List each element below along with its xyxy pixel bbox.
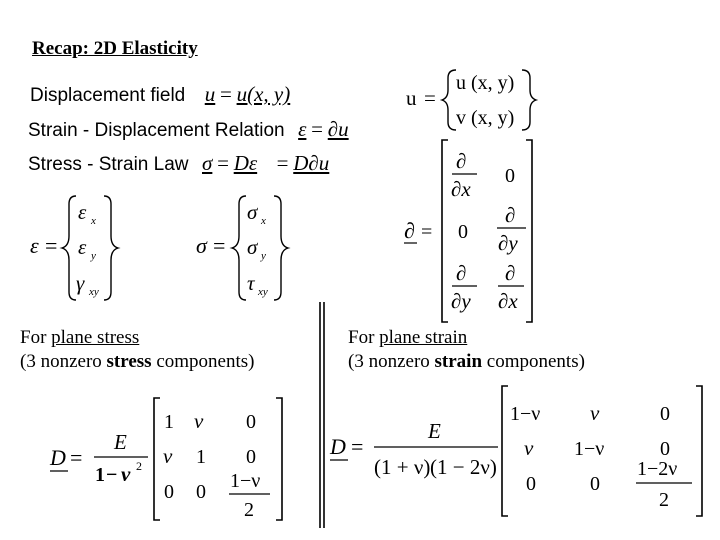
plane-stress-line2-rest: components): [151, 351, 255, 372]
strain-vector-entry-2: ε: [78, 235, 87, 259]
stress-vector-lhs: σ: [196, 233, 207, 258]
plane-strain-m13: 0: [660, 403, 670, 425]
operator-equals: =: [421, 221, 433, 243]
strain-eq-sign: =: [311, 117, 323, 141]
stress-eq2-rhs: D∂u: [293, 151, 330, 175]
operator-r3c1-den: ∂y: [451, 289, 471, 313]
plane-strain-line2-rest: components): [482, 351, 585, 372]
strain-eq-lhs: ε: [298, 117, 307, 141]
strain-vector-equals: =: [45, 233, 58, 258]
strain-vector-sub-1: x: [91, 215, 96, 227]
u-vector-equals: =: [424, 86, 436, 110]
plane-stress-den-minus: −: [106, 464, 118, 486]
operator-left-bracket: [442, 140, 448, 322]
plane-strain-m33-num: 1−2ν: [637, 458, 678, 480]
stress-eq1-sign: =: [217, 151, 229, 175]
displacement-eq-rhs: u(x, y): [236, 82, 291, 106]
operator-matrix: [404, 140, 532, 322]
plane-stress-m23: 0: [246, 446, 256, 468]
plane-stress-line2-open: (3 nonzero: [20, 351, 107, 372]
plane-strain-den-left: (1 + ν): [374, 455, 431, 479]
u-vector-left-brace: [442, 70, 456, 130]
stress-vector-entry-1: σ: [247, 200, 258, 224]
plane-strain-m32: 0: [590, 473, 600, 495]
plane-stress-m12: ν: [194, 409, 204, 433]
plane-strain-numerator: E: [428, 419, 441, 443]
strain-vector: [30, 196, 118, 300]
plane-stress-line2-word: stress: [106, 351, 152, 372]
stress-label: Stress - Strain Law: [28, 154, 189, 175]
slide-title: Recap: 2D Elasticity: [32, 38, 198, 59]
plane-strain-d-symbol: D: [330, 434, 346, 459]
strain-vector-lhs: ε: [30, 233, 39, 258]
u-vector-entry-v: v (x, y): [456, 107, 515, 129]
operator-r3c2-den: ∂x: [498, 289, 518, 313]
stress-vector-left-brace: [232, 196, 246, 300]
stress-vector-equals: =: [213, 233, 226, 258]
plane-stress-numerator: E: [114, 430, 127, 454]
u-vector-lhs: u: [406, 86, 417, 110]
plane-stress-den-nu: ν: [121, 462, 131, 486]
plane-strain-m21: ν: [524, 436, 534, 460]
plane-strain-equals: =: [351, 434, 364, 459]
plane-strain-line2-word: strain: [434, 351, 483, 372]
plane-strain-m33-den: 2: [659, 489, 669, 511]
displacement-label: Displacement field: [30, 85, 186, 106]
u-vector-right-brace: [522, 70, 536, 130]
strain-vector-entry-1: ε: [78, 200, 87, 224]
stress-eq2-sign: =: [276, 151, 289, 175]
operator-r1c1-num: ∂: [456, 149, 467, 173]
operator-r3c2-num: ∂: [505, 261, 516, 285]
plane-strain-m31: 0: [526, 473, 536, 495]
plane-stress-den-one: 1: [95, 464, 105, 486]
operator-r2c2-num: ∂: [505, 203, 516, 227]
u-vector-entry-u: u (x, y): [456, 72, 515, 94]
stress-eq1-rhs: Dε: [233, 151, 258, 175]
strain-vector-sub-3: xy: [89, 286, 99, 298]
plane-stress-m11: 1: [164, 411, 174, 433]
operator-r2c2-den: ∂y: [498, 231, 518, 255]
strain-vector-sub-2: y: [91, 250, 96, 262]
plane-stress-line1-prefix: For: [20, 327, 52, 348]
plane-stress-equals: =: [70, 445, 83, 470]
plane-stress-m33-den: 2: [244, 499, 254, 521]
displacement-eq-sign: =: [220, 82, 232, 106]
plane-stress-heading: [20, 326, 254, 374]
stress-vector: [196, 196, 288, 300]
plane-strain-m22: 1−ν: [574, 438, 605, 460]
plane-strain-d-equation: [329, 386, 702, 516]
plane-stress-m13: 0: [246, 411, 256, 433]
plane-stress-left-bracket: [154, 398, 160, 520]
plane-strain-left-bracket: [502, 386, 508, 516]
stress-vector-right-brace: [274, 196, 288, 300]
stress-vector-entry-2: σ: [247, 235, 258, 259]
stress-vector-entry-3: τ: [247, 271, 255, 295]
plane-strain-m12: ν: [590, 401, 600, 425]
stress-eq1-lhs: σ: [202, 151, 213, 175]
plane-stress-den-exponent: 2: [136, 459, 142, 473]
operator-lhs: ∂: [404, 218, 415, 243]
strain-vector-entry-3: γ: [76, 271, 85, 295]
strain-vector-right-brace: [104, 196, 118, 300]
operator-r2c1: 0: [458, 221, 468, 243]
operator-r3c1-num: ∂: [456, 261, 467, 285]
operator-right-bracket: [526, 140, 532, 322]
strain-vector-left-brace: [62, 196, 76, 300]
stress-vector-sub-2: y: [261, 250, 266, 262]
plane-stress-m31: 0: [164, 481, 174, 503]
plane-stress-m32: 0: [196, 481, 206, 503]
strain-eq-rhs: ∂u: [327, 117, 349, 141]
plane-strain-m23: 0: [660, 438, 670, 460]
stress-vector-sub-3: xy: [258, 286, 268, 298]
strain-label: Strain - Displacement Relation: [28, 120, 285, 141]
plane-strain-line1-prefix: For: [348, 327, 380, 348]
plane-strain-den-right: (1 − 2ν): [430, 455, 497, 479]
operator-r1c1-den: ∂x: [451, 177, 471, 201]
plane-stress-d-equation: [49, 398, 282, 521]
plane-stress-right-bracket: [276, 398, 282, 520]
plane-stress-d-symbol: D: [50, 445, 66, 470]
u-vector: [406, 70, 536, 130]
displacement-eq-lhs: u: [204, 82, 216, 106]
plane-strain-heading: [348, 326, 585, 374]
plane-strain-right-bracket: [696, 386, 702, 516]
stress-vector-sub-1: x: [261, 215, 266, 227]
plane-stress-m33-num: 1−ν: [230, 470, 261, 492]
plane-strain-line1-term: plane strain: [379, 327, 468, 348]
plane-stress-m21: ν: [163, 444, 173, 468]
plane-stress-line1-term: plane stress: [51, 327, 140, 348]
plane-strain-line2-open: (3 nonzero: [348, 351, 435, 372]
plane-strain-m11: 1−ν: [510, 403, 541, 425]
operator-r1c2: 0: [505, 165, 515, 187]
plane-stress-m22: 1: [196, 446, 206, 468]
